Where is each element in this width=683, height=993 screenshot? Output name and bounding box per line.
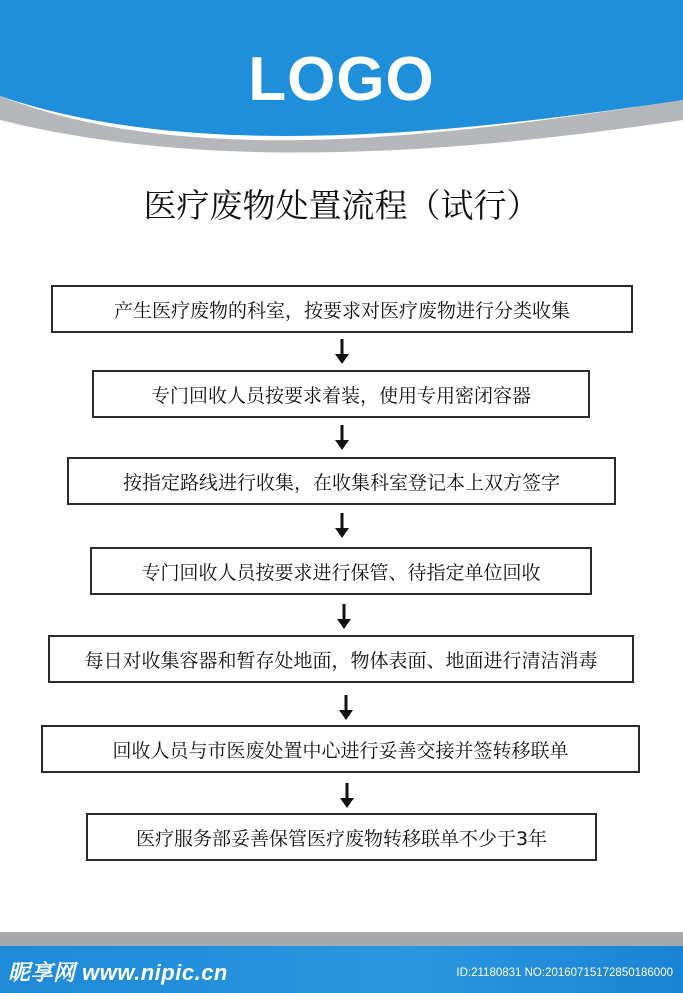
- watermark-id: ID:21180831 NO:20160715172850186000: [456, 967, 673, 979]
- arrow-down-icon: [334, 339, 350, 365]
- arrow-down-icon: [339, 783, 355, 809]
- page-title: 医疗废物处置流程（试行）: [143, 186, 540, 225]
- arrow-down-icon: [334, 513, 350, 539]
- arrow-down-icon: [336, 604, 352, 630]
- flow-step-1: 产生医疗废物的科室，按要求对医疗废物进行分类收集: [51, 285, 633, 333]
- footer-grey-band: [0, 932, 683, 946]
- watermark-site: 昵享网 www.nipic.cn: [8, 960, 228, 985]
- arrow-down-icon: [338, 695, 354, 721]
- flow-step-6: 回收人员与市医废处置中心进行妥善交接并签转移联单: [41, 725, 640, 773]
- flow-step-4: 专门回收人员按要求进行保管、待指定单位回收: [90, 547, 592, 595]
- flow-step-3: 按指定路线进行收集，在收集科室登记本上双方签字: [67, 457, 616, 505]
- flow-step-5: 每日对收集容器和暂存处地面，物体表面、地面进行清洁消毒: [48, 635, 634, 683]
- flow-step-2: 专门回收人员按要求着装，使用专用密闭容器: [92, 370, 590, 418]
- logo: LOGO: [248, 45, 435, 114]
- arrow-down-icon: [334, 425, 350, 451]
- flow-step-7: 医疗服务部妥善保管医疗废物转移联单不少于3年: [86, 813, 597, 861]
